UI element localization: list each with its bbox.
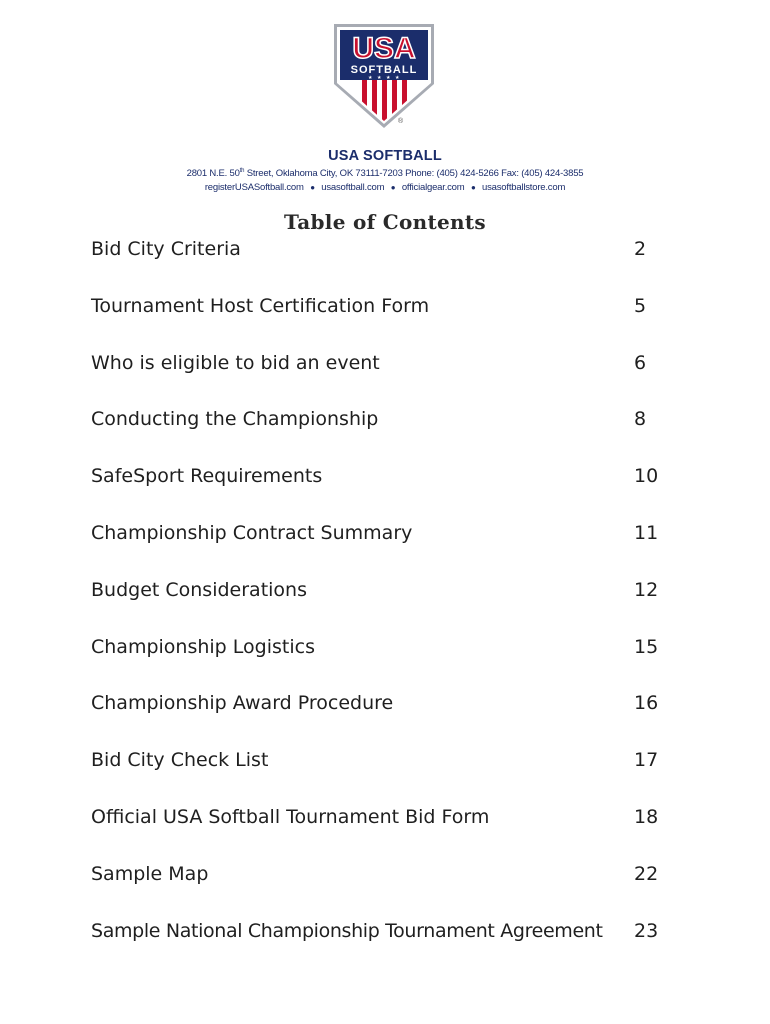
toc-entry-page: 2 — [634, 238, 647, 260]
toc-entry[interactable] — [91, 295, 671, 323]
svg-text:★: ★ — [395, 75, 400, 81]
logo-usa-text: USA — [352, 32, 416, 65]
toc-entry-page: 17 — [634, 749, 659, 771]
toc-entry-title: Tournament Host Certification Form — [91, 295, 430, 317]
address-prefix: 2801 N.E. 50 — [186, 168, 240, 180]
toc-entry-title: Sample National Championship Tournament Agreement — [91, 920, 603, 942]
link-register[interactable]: registerUSASoftball.com — [204, 182, 304, 193]
toc-entry-title: Sample Map — [91, 863, 209, 885]
separator-bullet: ● — [390, 183, 396, 192]
toc-entry-title: SafeSport Requirements — [91, 465, 323, 487]
toc-entry[interactable] — [91, 465, 671, 493]
toc-entry-title: Championship Logistics — [91, 636, 315, 658]
svg-text:★: ★ — [377, 75, 382, 81]
toc-entry[interactable] — [91, 806, 671, 834]
toc-entry-page: 12 — [634, 579, 659, 601]
svg-text:★: ★ — [368, 75, 373, 81]
svg-text:★: ★ — [386, 75, 391, 81]
toc-entry[interactable] — [91, 692, 671, 720]
toc-entry-page: 22 — [634, 863, 659, 885]
toc-entry-title: Conducting the Championship — [91, 408, 379, 430]
toc-entry-page: 16 — [634, 692, 659, 714]
toc-entry-page: 10 — [634, 465, 659, 487]
toc-entry-page: 23 — [634, 920, 659, 942]
separator-bullet: ● — [310, 183, 315, 192]
toc-entry-title: Who is eligible to bid an event — [91, 352, 380, 374]
org-name: USA SOFTBALL — [328, 148, 442, 164]
link-officialgear[interactable]: officialgear.com — [401, 182, 465, 193]
address-suffix: Street, Oklahoma City, OK 73111-7203 Phone: (405) 424-5266 Fax: (405) 424-3855 — [244, 168, 584, 180]
toc-entry[interactable] — [91, 920, 671, 948]
toc-entry-page: 5 — [634, 295, 647, 317]
toc-entry[interactable] — [91, 238, 671, 266]
toc-entry-page: 11 — [634, 522, 659, 544]
registered-mark: ® — [398, 118, 404, 125]
toc-entry-title: Budget Considerations — [91, 579, 307, 601]
toc-entry[interactable] — [91, 408, 671, 436]
toc-entry[interactable] — [91, 522, 671, 550]
toc-entry-page: 15 — [634, 636, 659, 658]
toc-entry-title: Championship Award Procedure — [91, 692, 394, 714]
logo-softball-text: SOFTBALL — [350, 64, 418, 76]
toc-entry-title: Championship Contract Summary — [91, 522, 413, 544]
toc-entry-page: 6 — [634, 352, 647, 374]
toc-entry-page: 8 — [634, 408, 647, 430]
separator-bullet: ● — [470, 183, 476, 192]
toc-entry-title: Bid City Check List — [91, 749, 269, 771]
toc-entry[interactable] — [91, 749, 671, 777]
toc-entry-title: Official USA Softball Tournament Bid Form — [91, 806, 490, 828]
toc-entry[interactable] — [91, 579, 671, 607]
toc-title: Table of Contents — [283, 210, 486, 234]
toc-entry-page: 18 — [634, 806, 659, 828]
toc-entry[interactable] — [91, 636, 671, 664]
toc-entry[interactable] — [91, 352, 671, 380]
toc-entry-title: Bid City Criteria — [91, 238, 241, 260]
link-usasoftball[interactable]: usasoftball.com — [321, 182, 385, 193]
link-store[interactable]: usasoftballstore.com — [482, 182, 566, 193]
toc-entry[interactable] — [91, 863, 671, 891]
address-sup: th — [239, 168, 245, 174]
